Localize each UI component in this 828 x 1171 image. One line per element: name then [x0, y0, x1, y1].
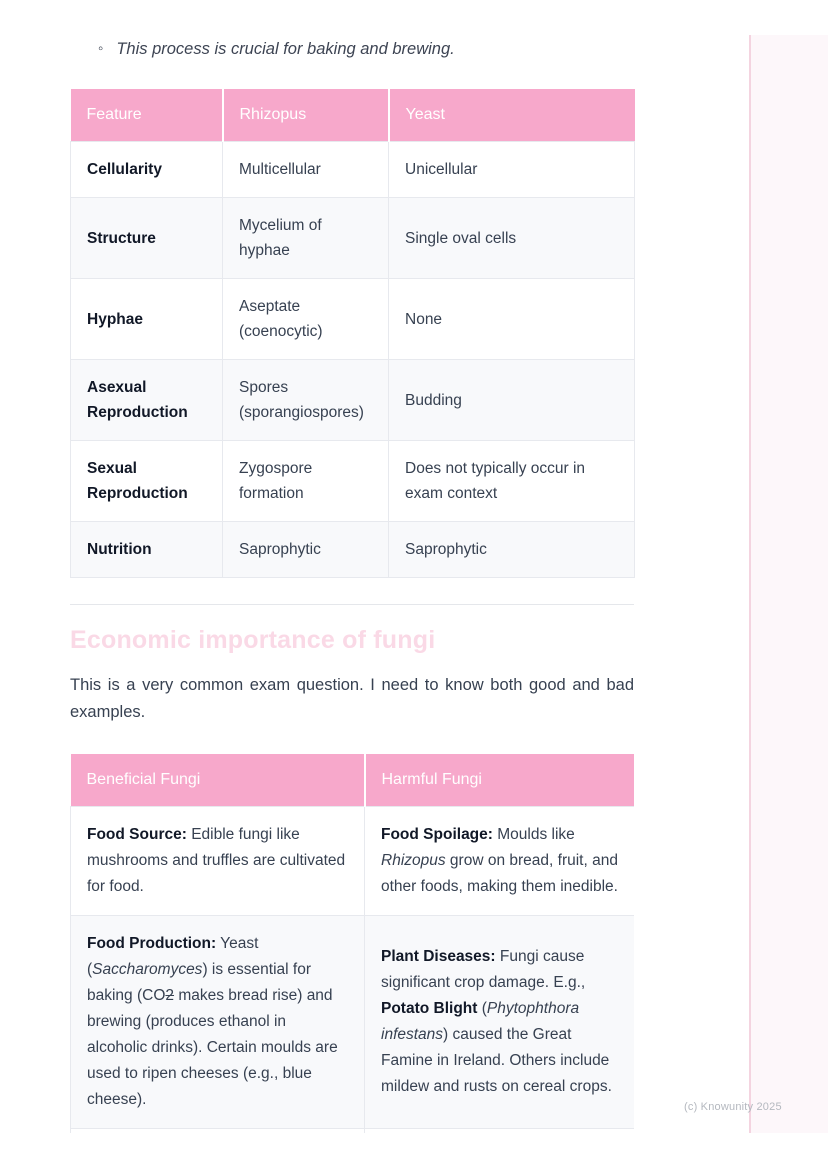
page-edge-accent-line [749, 35, 751, 1133]
feature-cell: Sexual Reproduction [71, 441, 223, 522]
beneficial-cell [71, 916, 365, 1129]
text-segment: ) caused the Great Famine in Ireland. Others include mildew and rusts on cereal crops. [381, 1026, 612, 1095]
economic-table-header-row [71, 754, 635, 807]
comparison-table [70, 89, 635, 578]
text-segment: Yeast ( [87, 935, 259, 978]
feature-cell: Structure [71, 198, 223, 279]
text-segment: ) is essential for baking (CO [87, 961, 311, 1004]
feature-cell: Asexual Reproduction [71, 360, 223, 441]
beneficial-cell [71, 807, 365, 916]
text-segment: ( [477, 1000, 487, 1017]
column-header: Rhizopus [223, 89, 389, 142]
text-segment: Plant Diseases: [381, 948, 496, 965]
table-row [71, 279, 635, 360]
table-row [71, 198, 635, 279]
column-header: Yeast [389, 89, 635, 142]
rhizopus-cell: Spores (sporangiospores) [223, 360, 389, 441]
column-header: Beneficial Fungi [71, 754, 365, 807]
yeast-cell: Saprophytic [389, 522, 635, 578]
harmful-cell [365, 807, 635, 916]
table-row [71, 142, 635, 198]
intro-paragraph: This is a very common exam question. I need to know both good and bad examples. [70, 676, 634, 721]
text-segment: Food Source: [87, 826, 187, 843]
section-heading: Economic importance of fungi [70, 626, 436, 654]
table-row [71, 360, 635, 441]
rhizopus-cell: Mycelium of hyphae [223, 198, 389, 279]
text-segment: Potato Blight [381, 1000, 478, 1017]
rhizopus-cell: Aseptate (coenocytic) [223, 279, 389, 360]
rhizopus-cell: Saprophytic [223, 522, 389, 578]
bullet-text: This process is crucial for baking and brewing. [116, 40, 455, 58]
text-segment: 2 [165, 987, 175, 1004]
beneficial-cell [71, 1129, 365, 1134]
table-row [71, 807, 635, 916]
comparison-table-header-row [71, 89, 635, 142]
column-header: Feature [71, 89, 223, 142]
harmful-cell [365, 1129, 635, 1134]
section-divider [70, 604, 634, 605]
text-segment: Moulds like [492, 826, 575, 843]
harmful-cell [365, 916, 635, 1129]
feature-cell: Cellularity [71, 142, 223, 198]
text-segment: Edible fungi like mushrooms and truffles are cultivated for food. [87, 826, 346, 895]
yeast-cell: Unicellular [389, 142, 635, 198]
text-segment: makes bread rise) and brewing (produces ethanol in alcoholic drinks). Certain moulds are used to ripen cheeses (e.g., blue cheese). [87, 987, 338, 1108]
bullet-marker: ◦ [98, 40, 104, 57]
page-edge-tint [751, 35, 828, 1133]
yeast-cell: None [389, 279, 635, 360]
comparison-table-container [70, 89, 634, 578]
text-segment: grow on bread, fruit, and other foods, making them inedible. [381, 852, 618, 895]
bullet-item [70, 38, 634, 60]
yeast-cell: Single oval cells [389, 198, 635, 279]
text-segment: Food Production: [87, 935, 217, 952]
text-segment: Phytophthora infestans [381, 1000, 580, 1043]
text-segment: Saccharomyces [92, 961, 203, 978]
table-row-clipped [71, 1129, 635, 1134]
text-segment: Fungi cause significant crop damage. E.g., [381, 948, 586, 991]
text-segment: Rhizopus [381, 852, 446, 869]
yeast-cell: Does not typically occur in exam context [389, 441, 635, 522]
economic-table-container [70, 754, 634, 1133]
economic-table [70, 754, 634, 1133]
text-segment: Food Spoilage: [381, 826, 493, 843]
feature-cell: Hyphae [71, 279, 223, 360]
column-header: Harmful Fungi [365, 754, 635, 807]
table-row [71, 441, 635, 522]
feature-cell: Nutrition [71, 522, 223, 578]
yeast-cell: Budding [389, 360, 635, 441]
rhizopus-cell: Zygospore formation [223, 441, 389, 522]
table-row [71, 916, 635, 1129]
copyright-watermark: (c) Knowunity 2025 [684, 1101, 782, 1113]
table-row [71, 522, 635, 578]
rhizopus-cell: Multicellular [223, 142, 389, 198]
